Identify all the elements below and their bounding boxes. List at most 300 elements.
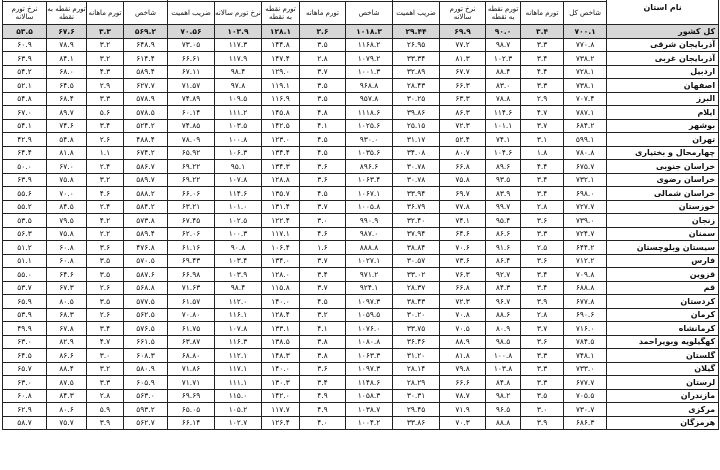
table-cell: ۶۴.۵ <box>3 349 47 363</box>
province-name: آذربایجان شرقی <box>607 38 719 52</box>
table-cell: ۴.۸ <box>300 106 346 120</box>
table-cell: ۷۴.۱ <box>486 133 521 147</box>
table-cell: ۴.۰ <box>300 416 346 430</box>
table-cell: ۴.۲ <box>87 214 124 228</box>
table-row <box>3 295 719 309</box>
table-cell: ۲۸.۳۷ <box>393 281 440 295</box>
table-cell: ۲.۹ <box>521 92 564 106</box>
table-cell: ۱۰۲.۷ <box>215 416 262 430</box>
table-cell: ۷۲۷.۷ <box>564 200 607 214</box>
table-cell: ۸۰.۵ <box>47 295 87 309</box>
table-cell: ۷۹.۵ <box>47 214 87 228</box>
table-cell: ۱۰۰.۸ <box>215 133 262 147</box>
table-cell: ۷۳.۰۵ <box>168 38 215 52</box>
province-name: کهگیلویه وبویراحمد <box>607 335 719 349</box>
table-cell: ۱۱۵.۸ <box>262 281 300 295</box>
table-cell: ۸۹.۷ <box>47 106 87 120</box>
table-cell: ۵۷۸.۵ <box>124 106 168 120</box>
province-name: کردستان <box>607 295 719 309</box>
table-cell: ۴۲.۹ <box>3 133 47 147</box>
table-cell: ۸۶.۴ <box>486 254 521 268</box>
table-cell: ۶۱.۱۶ <box>168 241 215 255</box>
table-cell: ۸۹.۶ <box>486 160 521 174</box>
table-cell: ۱۰۰۱.۳ <box>346 65 393 79</box>
province-name: خراسان جنوبی <box>607 160 719 174</box>
table-cell: ۲.۵ <box>521 241 564 255</box>
table-cell: ۳۴.۰۸ <box>393 146 440 160</box>
table-cell: ۱۱۷.۱ <box>215 362 262 376</box>
table-cell: ۱۰۱۸.۳ <box>346 25 393 39</box>
table-cell: ۱.۸ <box>521 146 564 160</box>
table-cell: ۱۱۷.۹ <box>215 52 262 66</box>
table-cell: ۵۵.۲ <box>3 200 47 214</box>
province-name: بوشهر <box>607 119 719 133</box>
table-cell: ۴.۷ <box>521 106 564 120</box>
table-cell: ۷۰۹.۸ <box>564 268 607 282</box>
province-name: کل کشور <box>607 25 719 39</box>
province-name: کرمانشاه <box>607 322 719 336</box>
table-cell: ۳.۳ <box>521 362 564 376</box>
table-cell: ۲.۸ <box>300 52 346 66</box>
table-cell: ۵۹۳.۲ <box>124 403 168 417</box>
table-cell: ۶۳.۰ <box>3 335 47 349</box>
table-cell: ۴.۶ <box>87 187 124 201</box>
table-cell: ۳.۴ <box>300 268 346 282</box>
table-cell: ۷۱۲.۲ <box>564 254 607 268</box>
table-cell: ۹۷.۸ <box>215 79 262 93</box>
table-cell: ۸۴.۳ <box>486 281 521 295</box>
header-annual-2: نرخ تورم سالانه <box>215 2 262 25</box>
table-cell: ۵۰.۰ <box>3 160 47 174</box>
table-cell: ۱۲۲.۴ <box>262 214 300 228</box>
table-cell: ۶۷.۱۱ <box>168 65 215 79</box>
province-name: اردبیل <box>607 65 719 79</box>
table-cell: ۶۶.۸ <box>440 281 486 295</box>
table-cell: ۴.۵ <box>300 133 346 147</box>
table-cell: ۶۹۸.۰ <box>564 187 607 201</box>
table-cell: ۵۶.۳ <box>3 227 47 241</box>
table-row <box>3 38 719 52</box>
table-cell: ۱۱۷.۷ <box>262 403 300 417</box>
header-index-1: شاخص کل <box>564 2 607 25</box>
table-cell: ۳.۲ <box>87 173 124 187</box>
table-cell: ۱۳۱.۴ <box>262 200 300 214</box>
table-cell: ۶۶.۸ <box>440 160 486 174</box>
table-cell: ۵۸۶.۷ <box>124 160 168 174</box>
table-cell: ۹۲۴.۱ <box>346 281 393 295</box>
table-row <box>3 52 719 66</box>
table-cell: ۷۳۸.۱ <box>564 79 607 93</box>
table-cell: ۸۴.۱ <box>47 52 87 66</box>
table-cell: ۱۲۳.۰ <box>262 133 300 147</box>
table-cell: ۶۷۷.۷ <box>564 376 607 390</box>
table-cell: ۵۵.۶ <box>3 187 47 201</box>
table-cell: ۶۲۷.۷ <box>124 79 168 93</box>
table-cell: ۱۱۷.۱ <box>262 227 300 241</box>
table-cell: ۱۰۹۷.۳ <box>346 295 393 309</box>
table-cell: ۱۳۰.۳ <box>262 376 300 390</box>
table-cell: ۱۴۲.۵ <box>262 119 300 133</box>
table-cell: ۳.۷ <box>521 119 564 133</box>
table-cell: ۱۰۹.۵ <box>215 92 262 106</box>
table-cell: ۶۹.۲۲ <box>168 160 215 174</box>
table-cell: ۲.۲ <box>87 227 124 241</box>
table-cell: ۶۲.۹ <box>3 403 47 417</box>
header-index-2: شاخص <box>346 2 393 25</box>
table-cell: ۶۰۵.۹ <box>124 376 168 390</box>
table-cell: ۷۸.۸ <box>486 92 521 106</box>
table-cell: ۵۶۳.۰ <box>124 389 168 403</box>
table-cell: ۹۹.۷ <box>486 200 521 214</box>
table-cell: ۹۸.۴ <box>215 65 262 79</box>
province-name: چهارمحال و بختیاری <box>607 146 719 160</box>
table-cell: ۳.۵ <box>87 254 124 268</box>
table-cell: ۱۰۲.۳ <box>486 52 521 66</box>
table-cell: ۶۸.۳ <box>47 308 87 322</box>
table-cell: ۷۷.۲ <box>440 38 486 52</box>
table-cell: ۴۷۶.۸ <box>124 241 168 255</box>
header-weight-3: ضریب اهمیت <box>168 2 215 25</box>
table-cell: ۶۷.۴۵ <box>168 214 215 228</box>
table-cell: ۱۴۰.۰ <box>262 362 300 376</box>
table-cell: ۱۴۲.۰ <box>262 389 300 403</box>
table-cell: ۳.۷ <box>300 65 346 79</box>
table-cell: ۵۸۰.۹ <box>124 362 168 376</box>
table-cell: ۶۴۸.۹ <box>124 38 168 52</box>
table-cell: ۷۸.۰۹ <box>168 133 215 147</box>
table-cell: ۳.۴ <box>87 322 124 336</box>
table-cell: ۵۷۶.۵ <box>124 322 168 336</box>
table-cell: ۴.۱ <box>300 119 346 133</box>
table-cell: ۷۴۸.۱ <box>564 349 607 363</box>
table-row <box>3 200 719 214</box>
table-cell: ۳۱.۱۷ <box>393 133 440 147</box>
table-cell: ۵۳.۹ <box>3 308 47 322</box>
table-cell: ۶۱.۵۷ <box>168 295 215 309</box>
table-cell: ۱۱۱۸.۶ <box>346 106 393 120</box>
province-name: البرز <box>607 92 719 106</box>
table-cell: ۳.۲ <box>87 362 124 376</box>
table-row <box>3 241 719 255</box>
table-cell: ۸۸.۴ <box>47 362 87 376</box>
table-cell: ۶۷.۰ <box>3 106 47 120</box>
province-name: لرستان <box>607 376 719 390</box>
header-weight-2: ضریب اهمیت <box>393 2 440 25</box>
table-cell: ۷۷.۸ <box>440 200 486 214</box>
table-cell: ۳.۵ <box>521 389 564 403</box>
header-point-2: تورم نقطه به نقطه <box>262 2 300 25</box>
table-cell: ۵۲۴.۲ <box>124 119 168 133</box>
table-cell: ۷۰.۸۰ <box>168 308 215 322</box>
table-cell: ۳۲.۴۰ <box>393 214 440 228</box>
table-cell: ۲.۴ <box>87 160 124 174</box>
table-cell: ۷۰.۶ <box>440 241 486 255</box>
table-cell: ۱۰۱.۰ <box>215 200 262 214</box>
table-row <box>3 376 719 390</box>
table-cell: ۳۰.۲۵ <box>393 92 440 106</box>
table-cell: ۳.۲ <box>87 52 124 66</box>
table-cell: ۹۸.۵ <box>486 335 521 349</box>
table-cell: ۸۴.۵ <box>47 200 87 214</box>
table-cell: ۳.۳ <box>87 92 124 106</box>
table-cell: ۷۳۳.۰ <box>564 362 607 376</box>
table-cell: ۶۳.۰ <box>3 376 47 390</box>
table-cell: ۷۱.۸۶ <box>168 362 215 376</box>
table-cell: ۳.۴ <box>521 52 564 66</box>
table-cell: ۷۰.۵۶ <box>168 25 215 39</box>
table-cell: ۶۹.۶۹ <box>168 389 215 403</box>
table-cell: ۷۶.۳ <box>440 268 486 282</box>
table-cell: ۱۱۶.۹ <box>262 92 300 106</box>
table-cell: ۹۸۷.۰ <box>346 227 393 241</box>
table-cell: ۸۰.۷ <box>440 146 486 160</box>
table-cell: ۵۳.۵ <box>3 214 47 228</box>
table-cell: ۷۴.۸۹ <box>168 92 215 106</box>
table-cell: ۵۶۲.۵ <box>124 308 168 322</box>
table-cell: ۶۸۴.۲ <box>564 119 607 133</box>
table-row <box>3 187 719 201</box>
table-cell: ۷۸۷.۱ <box>564 106 607 120</box>
table-cell: ۱۴۵.۸ <box>262 106 300 120</box>
table-cell: ۸۱.۸ <box>47 146 87 160</box>
table-cell: ۲.۸ <box>521 308 564 322</box>
table-cell: ۷۱.۵۷ <box>168 79 215 93</box>
table-cell: ۷۸۰.۸ <box>564 146 607 160</box>
table-cell: ۶۲.۰۶ <box>168 227 215 241</box>
table-cell: ۸۰.۶ <box>47 403 87 417</box>
table-cell: ۷۷۰.۸ <box>564 38 607 52</box>
table-cell: ۸۹۶.۶ <box>346 160 393 174</box>
header-monthly-3: تورم ماهانه <box>87 2 124 25</box>
table-cell: ۳.۶ <box>521 214 564 228</box>
table-row <box>3 281 719 295</box>
table-cell: ۳.۳ <box>87 25 124 39</box>
table-cell: ۳.۲ <box>300 308 346 322</box>
province-name: مرکزی <box>607 403 719 417</box>
table-cell: ۹۸.۷ <box>486 38 521 52</box>
table-cell: ۶۸.۴ <box>47 92 87 106</box>
table-cell: ۴.۴ <box>521 65 564 79</box>
table-cell: ۵۸.۷ <box>3 416 47 430</box>
table-cell: ۵۴.۲ <box>3 65 47 79</box>
table-cell: ۷۳۰.۷ <box>564 403 607 417</box>
table-cell: ۹۶.۷ <box>486 295 521 309</box>
table-row <box>3 254 719 268</box>
table-cell: ۵۳.۵ <box>3 25 47 39</box>
province-name: هرمزگان <box>607 416 719 430</box>
table-cell: ۳۶.۷۹ <box>393 200 440 214</box>
table-cell: ۳.۷ <box>300 254 346 268</box>
table-cell: ۹۲.۷ <box>486 268 521 282</box>
table-cell: ۶۰.۹ <box>3 38 47 52</box>
table-cell: ۳.۶ <box>300 173 346 187</box>
table-cell: ۴.۵ <box>300 295 346 309</box>
table-cell: ۳۸.۸۴ <box>393 241 440 255</box>
table-cell: ۱۰۳.۴ <box>215 254 262 268</box>
table-cell: ۱۱۱.۲ <box>215 106 262 120</box>
table-cell: ۳.۵ <box>300 38 346 52</box>
table-cell: ۳۳.۸۶ <box>393 416 440 430</box>
table-cell: ۶۶.۰۶ <box>168 187 215 201</box>
table-cell: ۵۷۳.۸ <box>124 214 168 228</box>
table-cell: ۷۴.۱ <box>440 214 486 228</box>
table-cell: ۶۸.۸۰ <box>168 349 215 363</box>
header-annual-1: نرخ تورم سالانه <box>440 2 486 25</box>
table-cell: ۵۷۰.۵ <box>124 254 168 268</box>
table-cell: ۳.۴ <box>521 281 564 295</box>
table-cell: ۲.۹ <box>87 79 124 93</box>
table-row <box>3 416 719 430</box>
province-name: تهران <box>607 133 719 147</box>
table-cell: ۵۴.۱ <box>3 119 47 133</box>
province-name: کرمان <box>607 308 719 322</box>
table-cell: ۷۵.۷ <box>47 416 87 430</box>
table-cell: ۱۱۶.۳ <box>215 335 262 349</box>
table-cell: ۶۷۷.۸ <box>564 295 607 309</box>
table-cell: ۲۹.۴۵ <box>393 403 440 417</box>
table-cell: ۳.۴ <box>521 173 564 187</box>
table-cell: ۹۸.۲ <box>486 389 521 403</box>
table-row <box>3 146 719 160</box>
table-cell: ۷۰.۳ <box>440 416 486 430</box>
table-cell: ۵۵.۰ <box>3 268 47 282</box>
table-cell: ۳.۰ <box>521 403 564 417</box>
table-row <box>3 92 719 106</box>
table-cell: ۳.۸ <box>300 335 346 349</box>
inflation-table <box>2 0 719 430</box>
table-cell: ۳.۶ <box>300 362 346 376</box>
table-cell: ۱۲۸.۰ <box>262 268 300 282</box>
table-cell: ۳.۴ <box>87 119 124 133</box>
table-cell: ۶۳.۸۷ <box>168 335 215 349</box>
table-cell: ۱۰۰۵.۸ <box>346 200 393 214</box>
table-cell: ۳۱.۲۰ <box>393 349 440 363</box>
table-row <box>3 362 719 376</box>
table-cell: ۱۰۳۸.۷ <box>346 403 393 417</box>
table-cell: ۵۴.۸ <box>3 92 47 106</box>
table-cell: ۳۹.۸۶ <box>393 106 440 120</box>
table-cell: ۳.۷ <box>521 322 564 336</box>
table-cell: ۶۳.۳ <box>440 92 486 106</box>
table-cell: ۶۵.۹ <box>3 295 47 309</box>
table-cell: ۷۸.۹ <box>47 38 87 52</box>
table-cell: ۸۴.۳ <box>47 389 87 403</box>
table-cell: ۱۱۹.۱ <box>262 79 300 93</box>
table-cell: ۱۰۶۳.۴ <box>346 173 393 187</box>
table-cell: ۶۶.۱۴ <box>168 416 215 430</box>
table-cell: ۶۷.۸ <box>47 322 87 336</box>
table-cell: ۳.۳ <box>521 38 564 52</box>
table-cell: ۶۳.۹ <box>3 173 47 187</box>
table-cell: ۶۷.۰ <box>47 160 87 174</box>
table-cell: ۷۴.۶ <box>47 119 87 133</box>
table-cell: ۵۷۸.۹ <box>124 92 168 106</box>
table-cell: ۷۰۰.۱ <box>564 25 607 39</box>
table-cell: ۹۵۷.۸ <box>346 92 393 106</box>
table-cell: ۶۷.۶ <box>47 25 87 39</box>
table-cell: ۱۰۷۶.۰ <box>346 322 393 336</box>
table-cell: ۶۸.۰ <box>47 65 87 79</box>
table-cell: ۳.۳ <box>521 349 564 363</box>
table-cell: ۴.۳ <box>87 65 124 79</box>
table-cell: ۷۸.۷ <box>440 389 486 403</box>
province-name: خراسان رضوی <box>607 173 719 187</box>
table-cell: ۲.۶ <box>87 281 124 295</box>
table-cell: ۸۱.۸ <box>440 349 486 363</box>
table-cell: ۵۶۲.۷ <box>124 416 168 430</box>
header-monthly-1: تورم ماهانه <box>521 2 564 25</box>
table-cell: ۹۰.۸ <box>215 241 262 255</box>
table-cell: ۸۸۸.۸ <box>346 241 393 255</box>
table-cell: ۶۸۶.۳ <box>564 416 607 430</box>
table-cell: ۱۴۷.۴ <box>262 52 300 66</box>
table-cell: ۶۰۸.۳ <box>124 349 168 363</box>
table-cell: ۱۱۴.۶ <box>215 187 262 201</box>
table-cell: ۶۶.۹۸ <box>168 268 215 282</box>
table-cell: ۵۸۸.۲ <box>124 187 168 201</box>
table-cell: ۱۰۳.۹ <box>215 268 262 282</box>
table-cell: ۱۰۹۷.۳ <box>346 362 393 376</box>
table-cell: ۷۵.۸ <box>440 173 486 187</box>
table-cell: ۷۲.۳ <box>440 295 486 309</box>
table-cell: ۶۹.۲۲ <box>168 173 215 187</box>
table-cell: ۷۰۷.۴ <box>564 92 607 106</box>
table-cell: ۶۷.۷ <box>440 65 486 79</box>
table-row <box>3 268 719 282</box>
table-cell: ۷۱.۶۳ <box>168 281 215 295</box>
table-cell: ۳.۵ <box>300 79 346 93</box>
header-point-1: تورم نقطه به نقطه <box>486 2 521 25</box>
table-cell: ۴.۵ <box>300 146 346 160</box>
table-cell: ۲.۶ <box>87 133 124 147</box>
table-cell: ۵۶۹.۲ <box>124 25 168 39</box>
table-row <box>3 322 719 336</box>
table-cell: ۶۰.۸ <box>47 241 87 255</box>
table-cell: ۳.۶ <box>521 254 564 268</box>
table-cell: ۳۷.۹۴ <box>393 227 440 241</box>
table-cell: ۱۱۴.۶ <box>486 106 521 120</box>
table-cell: ۶۷۴.۲ <box>124 146 168 160</box>
table-cell: ۱۰۶.۳ <box>215 146 262 160</box>
table-cell: ۹۸.۴ <box>215 281 262 295</box>
table-cell: ۱۰۲.۵ <box>215 214 262 228</box>
table-cell: ۱۰۳۵.۶ <box>346 146 393 160</box>
table-cell: ۳۳.۳۴ <box>393 52 440 66</box>
table-cell: ۱۱۱.۱ <box>215 376 262 390</box>
table-cell: ۳۰.۲۰ <box>393 308 440 322</box>
table-cell: ۶۶.۶۱ <box>168 52 215 66</box>
table-cell: ۳.۶ <box>87 241 124 255</box>
table-cell: ۷۹.۸ <box>440 362 486 376</box>
table-cell: ۲.۶ <box>87 308 124 322</box>
table-row <box>3 173 719 187</box>
table-cell: ۳.۳ <box>521 79 564 93</box>
table-cell: ۱۱۶.۱ <box>215 308 262 322</box>
table-cell: ۶۵.۷ <box>3 362 47 376</box>
header-monthly-2: تورم ماهانه <box>300 2 346 25</box>
table-cell: ۳۰.۵۷ <box>393 254 440 268</box>
table-cell: ۵۴.۸ <box>47 133 87 147</box>
table-cell: ۸۱.۳ <box>440 52 486 66</box>
table-body <box>3 25 719 430</box>
table-cell: ۱۲۸.۱ <box>262 25 300 39</box>
table-cell: ۴۹.۹ <box>3 322 47 336</box>
table-cell: ۵.۶ <box>87 106 124 120</box>
table-cell: ۷۱.۹ <box>440 403 486 417</box>
table-cell: ۱۴۰.۰ <box>262 295 300 309</box>
table-cell: ۱۲۹.۰ <box>262 65 300 79</box>
table-cell: ۲۵.۱۵ <box>393 119 440 133</box>
